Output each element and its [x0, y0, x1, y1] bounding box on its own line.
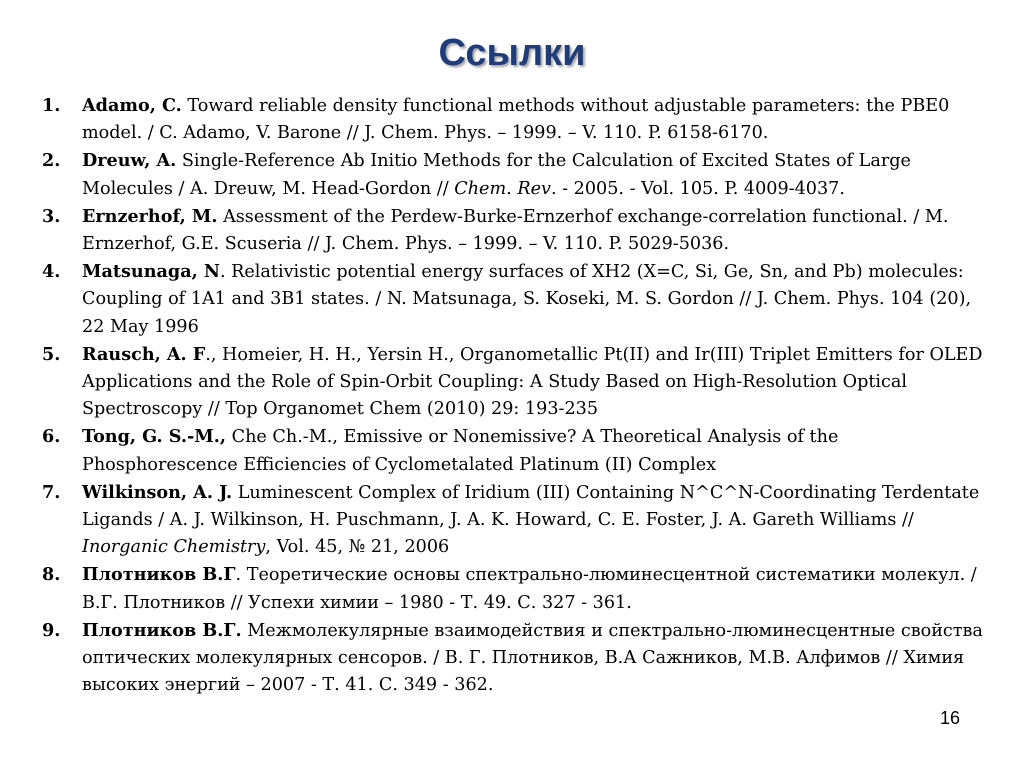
- reference-details: Toward reliable density functional methods without adjustable parameters: the PBE0 model. / C. Adamo, V. Barone // J. Chem. Phys. – 1999. – V. 110. P. 6158-6170.: [82, 96, 950, 144]
- reference-item: [42, 479, 992, 562]
- reference-item: [42, 341, 992, 424]
- reference-author: Ernzerhof, M.: [82, 205, 218, 227]
- reference-author: Matsunaga, N: [82, 261, 220, 283]
- reference-details-tail: , Vol. 45, № 21, 2006: [265, 537, 450, 558]
- reference-text: [82, 479, 992, 562]
- reference-text: [82, 258, 992, 341]
- reference-details: Межмолекулярные взаимодействия и спектрально-люминесцентные свойства оптических молекулярных сенсоров. / В. Г. Плотников, В.А Сажников, М.В. Алфимов // Химия высоких энергий – 2007 - Т. 41. С. 349 - 362.: [82, 620, 983, 696]
- reference-journal: Inorganic Chemistry: [82, 537, 266, 558]
- page-number: 16: [939, 708, 960, 728]
- reference-number: 4.: [42, 261, 61, 283]
- page-title: Ссылки: [438, 32, 586, 74]
- reference-author: Rausch, A. F: [82, 343, 206, 365]
- reference-number: 8.: [42, 564, 61, 586]
- reference-item: [42, 561, 992, 616]
- reference-author: Tong, G. S.-M.,: [82, 426, 227, 448]
- reference-details: Single-Reference Ab Initio Methods for the Calculation of Excited States of Large Molecules / A. Dreuw, M. Head-Gordon //: [82, 151, 911, 199]
- reference-item: [42, 92, 992, 147]
- reference-author: Dreuw, A.: [82, 150, 177, 172]
- reference-author: Wilkinson, A. J.: [82, 481, 233, 503]
- reference-text: [82, 147, 992, 202]
- reference-item: [42, 203, 992, 258]
- reference-text: [82, 203, 992, 258]
- reference-number: 7.: [42, 481, 61, 503]
- reference-details: Assessment of the Perdew-Burke-Ernzerhof exchange-correlation functional. / M. Ernzerhof, G.E. Scuseria // J. Chem. Phys. – 1999. – V. 110. P. 5029-5036.: [82, 206, 949, 255]
- reference-item: [42, 617, 992, 700]
- reference-text: [82, 423, 992, 478]
- reference-item: [42, 423, 992, 478]
- reference-item: [42, 147, 992, 202]
- reference-number: 9.: [42, 619, 61, 641]
- reference-list: [42, 92, 992, 699]
- reference-text: [82, 341, 992, 424]
- reference-number: 5.: [42, 343, 61, 365]
- reference-details-tail: . - 2005. - Vol. 105. P. 4009-4037.: [550, 178, 845, 199]
- reference-author: Плотников В.Г.: [82, 619, 242, 641]
- reference-details: . Relativistic potential energy surfaces of XH2 (X=C, Si, Ge, Sn, and Pb) molecules: Coupling of 1A1 and 3B1 states. / N. Matsunaga, S. Koseki, M. S. Gordon // J. Chem. Phys. 104 (20), 22 May 1996: [82, 262, 972, 337]
- reference-text: [82, 561, 992, 616]
- reference-number: 1.: [42, 95, 61, 116]
- reference-text: [82, 92, 992, 147]
- reference-details: . Теоретические основы спектрально-люминесцентной систематики молекул. / В.Г. Плотников // Успехи химии – 1980 - Т. 49. С. 327 - 361.: [82, 565, 977, 613]
- reference-details: Luminescent Complex of Iridium (III) Containing N^C^N-Coordinating Terdentate Ligands / A. J. Wilkinson, H. Puschmann, J. A. K. Howard, C. E. Foster, J. A. Gareth Williams //: [82, 482, 980, 531]
- reference-number: 3.: [42, 205, 61, 227]
- reference-details: Che Ch.-M., Emissive or Nonemissive? A Theoretical Analysis of the Phosphorescence Efficiencies of Cyclometalated Platinum (II) Complex: [82, 427, 839, 475]
- reference-author: Adamo, C.: [82, 95, 182, 116]
- reference-number: 2.: [42, 150, 61, 172]
- reference-journal: Chem. Rev: [454, 178, 551, 199]
- reference-item: [42, 258, 992, 341]
- reference-details: ., Homeier, H. H., Yersin H., Organometallic Pt(II) and Ir(III) Triplet Emitters for OLED Applications and the Role of Spin-Orbit Coupling: A Study Based on High-Resolution Optical Spectroscopy // Top Organomet Chem (2010) 29: 193-235: [82, 344, 983, 420]
- reference-number: 6.: [42, 426, 61, 448]
- reference-text: [82, 617, 992, 700]
- reference-author: Плотников В.Г: [82, 564, 236, 586]
